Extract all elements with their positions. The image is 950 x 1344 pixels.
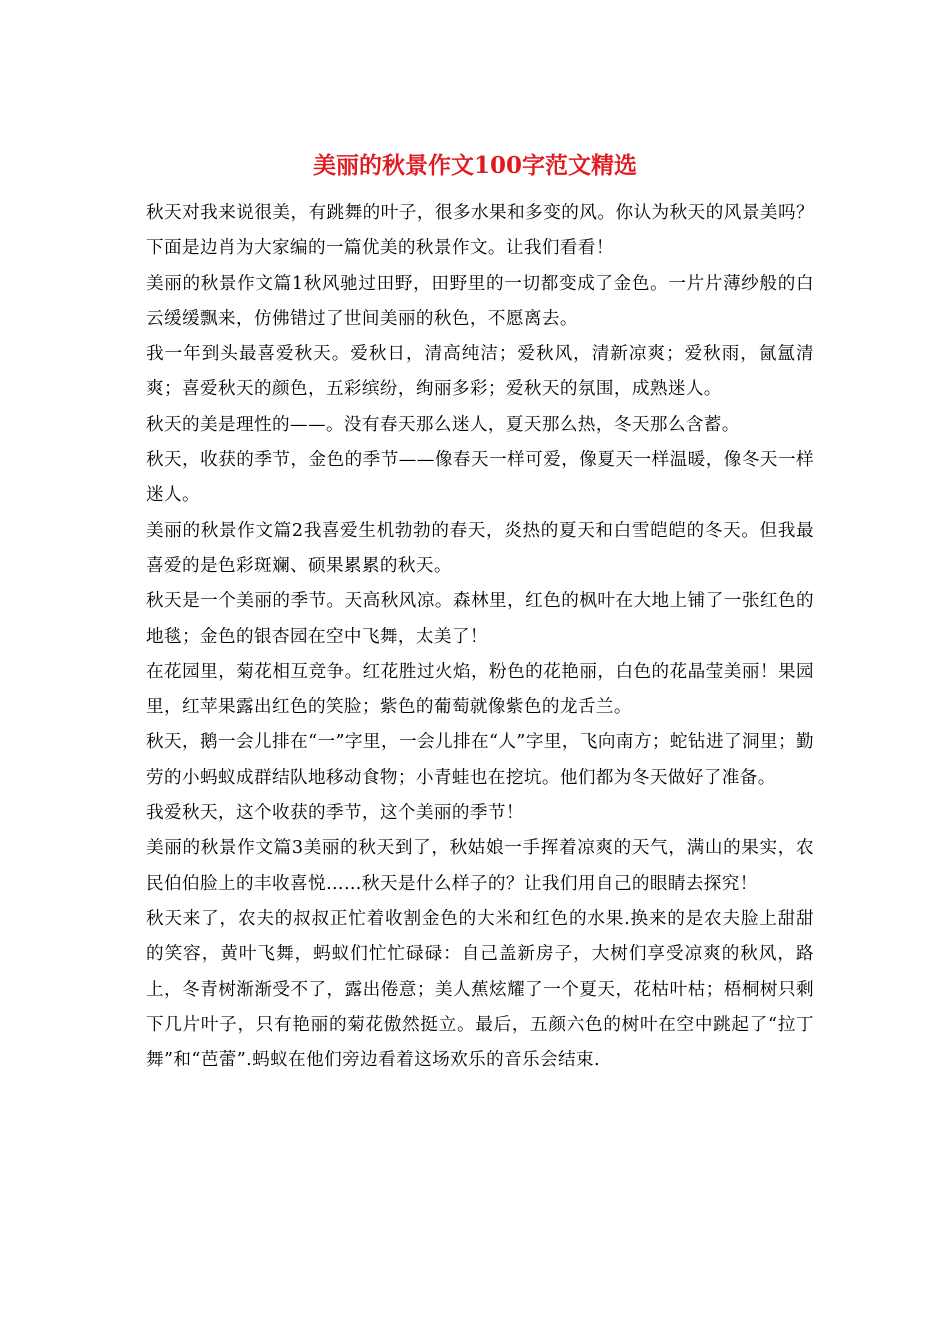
paragraph-6: 美丽的秋景作文篇2我喜爱生机勃勃的春天，炎热的夏天和白雪皑皑的冬天。但我最喜爱的是色彩斑斓、硕果累累的秋天。 [146,520,814,576]
paragraph-5: 秋天，收获的季节，金色的季节——像春天一样可爱，像夏天一样温暖，像冬天一样迷人。 [146,450,814,506]
paragraph-7: 秋天是一个美丽的季节。天高秋风凉。森林里，红色的枫叶在大地上铺了一张红色的地毯；金色的银杏园在空中飞舞，太美了！ [146,591,814,647]
paragraph-8: 在花园里，菊花相互竞争。红花胜过火焰，粉色的花艳丽，白色的花晶莹美丽！果园里，红苹果露出红色的笑脸；紫色的葡萄就像紫色的龙舌兰。 [146,661,814,718]
paragraph-3: 我一年到头最喜爱秋天。爱秋日，清高纯洁；爱秋风，清新凉爽；爱秋雨，氤氲清爽；喜爱秋天的颜色，五彩缤纷，绚丽多彩；爱秋天的氛围，成熟迷人。 [146,344,814,400]
paragraph-10: 我爱秋天，这个收获的季节，这个美丽的季节！ [146,803,524,824]
document-body [146,196,814,1078]
paragraph-2: 美丽的秋景作文篇1秋风驰过田野，田野里的一切都变成了金色。一片片薄纱般的白云缓缓飘来，仿佛错过了世间美丽的秋色，不愿离去。 [146,273,814,329]
paragraph-4: 秋天的美是理性的——。没有春天那么迷人，夏天那么热，冬天那么含蓄。 [146,414,740,435]
paragraph-1: 秋天对我来说很美，有跳舞的叶子，很多水果和多变的风。你认为秋天的风景美吗？下面是边肖为大家编的一篇优美的秋景作文。让我们看看！ [146,203,814,259]
paragraph-9: 秋天，鹅一会儿排在“一”字里，一会儿排在“人”字里，飞向南方；蛇钻进了洞里；勤劳的小蚂蚁成群结队地移动食物；小青蛙也在挖坑。他们都为冬天做好了准备。 [146,732,814,788]
page-title: 美丽的秋景作文100字范文精选 [312,152,637,179]
paragraph-11: 美丽的秋景作文篇3美丽的秋天到了，秋姑娘一手挥着凉爽的天气，满山的果实，农民伯伯脸上的丰收喜悦……秋天是什么样子的？让我们用自己的眼睛去探究！ [146,838,814,894]
paragraph-12: 秋天来了，农夫的叔叔正忙着收割金色的大米和红色的水果.换来的是农夫脸上甜甜的笑容，黄叶飞舞，蚂蚁们忙忙碌碌：自己盖新房子，大树们享受凉爽的秋风，路上，冬青树渐渐受不了，露出倦意；美人蕉炫耀了一个夏天，花枯叶枯；梧桐树只剩下几片叶子，只有艳丽的菊花傲然挺立。最后，五颜六色的树叶在空中跳起了“拉丁舞”和“芭蕾”.蚂蚁在他们旁边看着这场欢乐的音乐会结束. [146,908,814,1071]
